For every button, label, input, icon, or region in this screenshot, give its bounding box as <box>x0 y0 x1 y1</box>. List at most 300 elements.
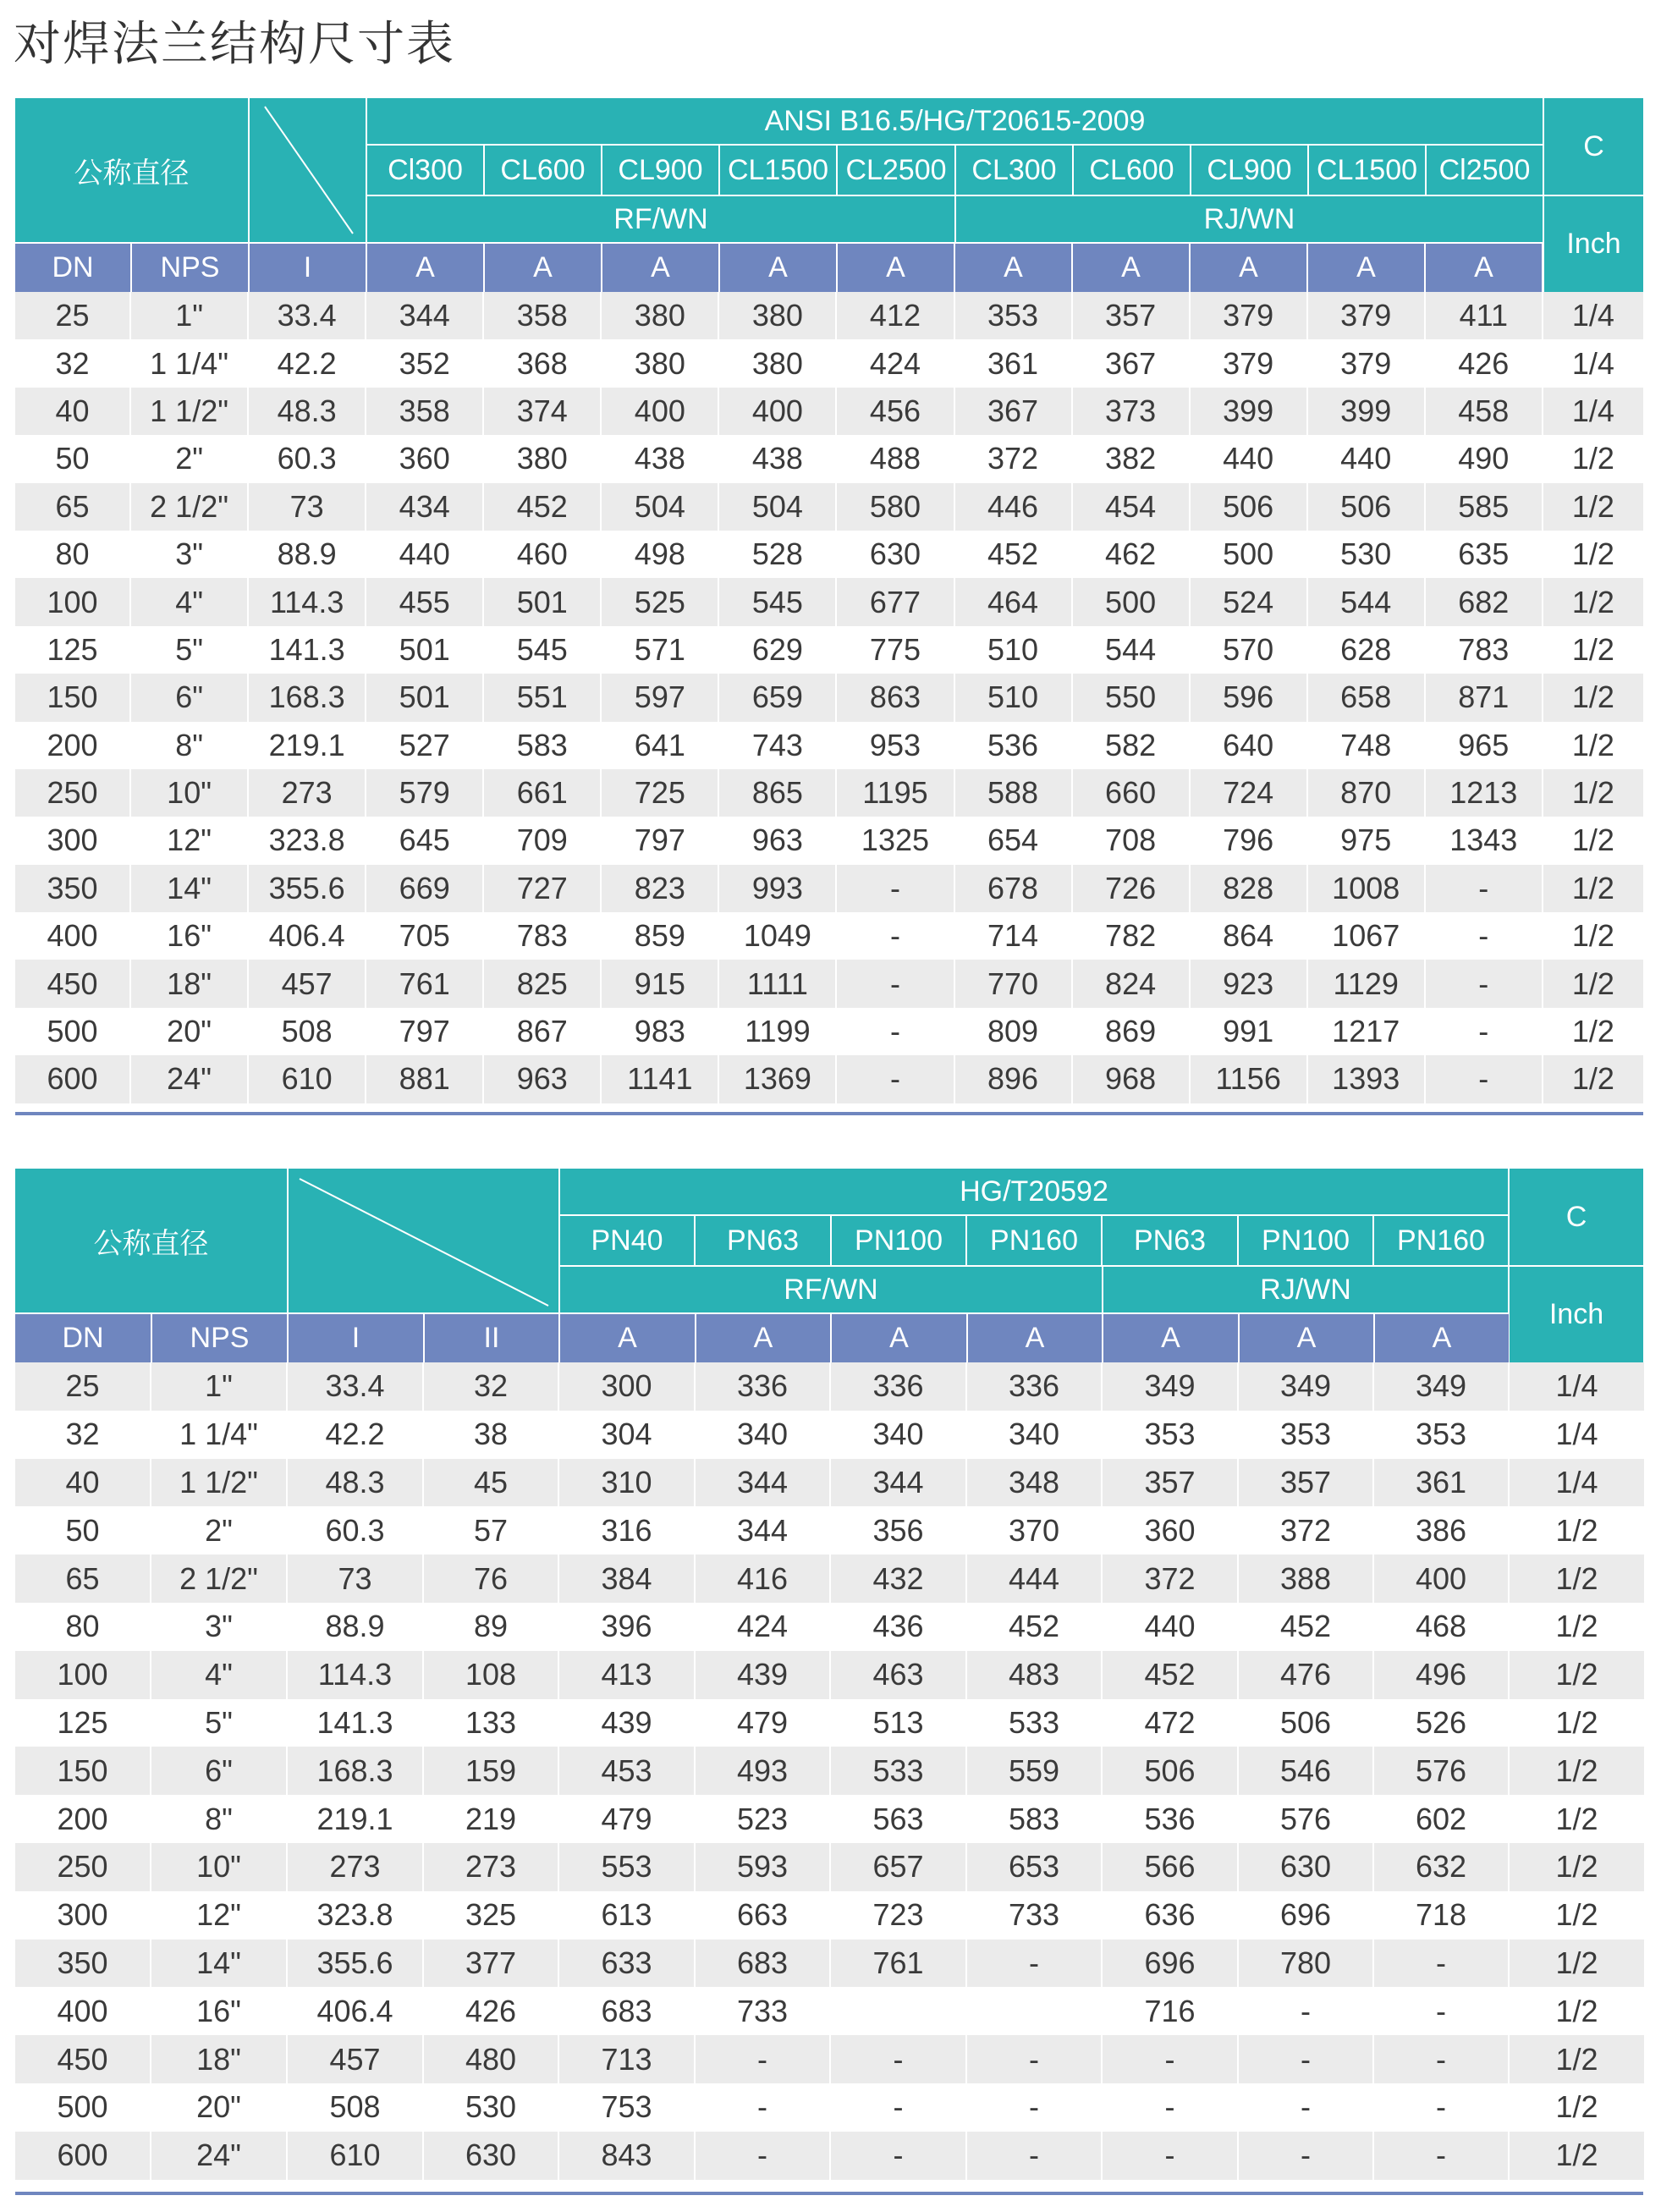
table-cell: 654 <box>954 817 1072 864</box>
table-cell: - <box>830 2132 966 2180</box>
table-cell: 439 <box>695 1651 830 1699</box>
table-cell: 463 <box>830 1651 966 1699</box>
table-cell: 200 <box>15 722 130 769</box>
column-subheader: A <box>1373 1314 1509 1362</box>
table-cell: 658 <box>1307 674 1425 721</box>
table-cell: 1/4 <box>1509 1459 1644 1507</box>
table-cell: 440 <box>1102 1603 1238 1651</box>
table-cell: 727 <box>483 865 601 912</box>
table-cell: 468 <box>1373 1603 1509 1651</box>
table-cell: - <box>1102 2035 1238 2083</box>
table-cell: 18" <box>130 960 248 1007</box>
table-cell: 411 <box>1425 292 1543 339</box>
pressure-class-header: CL300 <box>954 146 1072 196</box>
table-cell: 25 <box>15 1362 151 1411</box>
table-cell: 3" <box>130 531 248 578</box>
table-cell: - <box>1425 865 1543 912</box>
table-cell: 576 <box>1238 1795 1373 1843</box>
table-cell: 133 <box>423 1699 558 1747</box>
table-cell: 661 <box>483 769 601 817</box>
table-row <box>15 722 1643 769</box>
table-cell: 3" <box>151 1603 287 1651</box>
table-cell: 1/2 <box>1543 1008 1643 1055</box>
table-cell: 424 <box>695 1603 830 1651</box>
table-cell <box>830 1987 966 2035</box>
table-cell: 8" <box>151 1795 287 1843</box>
column-subheader: A <box>1189 244 1306 292</box>
table-row <box>15 865 1643 912</box>
table-cell: 20" <box>130 1008 248 1055</box>
table-cell: 25 <box>15 292 130 339</box>
table-cell: 1/2 <box>1509 2083 1644 2132</box>
table-cell: 633 <box>558 1940 695 1988</box>
table-cell: 32 <box>15 1411 151 1459</box>
table-cell: 602 <box>1373 1795 1509 1843</box>
table-cell: 42.2 <box>248 339 366 387</box>
table-cell: 508 <box>287 2083 423 2132</box>
face-rf-header: RF/WN <box>366 196 954 244</box>
table-cell: 50 <box>15 1506 151 1554</box>
table-cell: 450 <box>15 960 130 1007</box>
data-table <box>15 292 1643 1103</box>
table-cell: 580 <box>836 483 954 531</box>
table-row <box>15 2132 1644 2180</box>
table-cell: 1/2 <box>1543 769 1643 817</box>
table-cell: 377 <box>423 1940 558 1988</box>
column-subheader: A <box>830 1314 966 1362</box>
table-cell: 479 <box>558 1795 695 1843</box>
table-cell: 510 <box>954 674 1072 721</box>
table-cell: 480 <box>423 2035 558 2083</box>
table-cell: 536 <box>1102 1795 1238 1843</box>
table-cell: 796 <box>1190 817 1307 864</box>
table-cell: 424 <box>836 339 954 387</box>
table-cell: 168.3 <box>248 674 366 721</box>
table-cell: 399 <box>1307 388 1425 435</box>
table-cell: 545 <box>483 626 601 674</box>
table-cell: 439 <box>558 1699 695 1747</box>
table-cell: 896 <box>954 1055 1072 1103</box>
table-cell: - <box>1373 2035 1509 2083</box>
table-cell: 571 <box>601 626 718 674</box>
column-subheader: A <box>1238 1314 1373 1362</box>
table-cell: 2 1/2" <box>130 483 248 531</box>
table-cell: 508 <box>248 1008 366 1055</box>
table-cell: 553 <box>558 1843 695 1891</box>
table-cell: 73 <box>287 1554 423 1603</box>
table-cell: 504 <box>718 483 836 531</box>
table-cell: 527 <box>366 722 483 769</box>
table-row <box>15 339 1643 387</box>
table-cell: 349 <box>1238 1362 1373 1411</box>
table-cell: 726 <box>1072 865 1190 912</box>
table-cell: 1/2 <box>1509 1940 1644 1988</box>
column-subheader: A <box>601 244 718 292</box>
table-cell: 663 <box>695 1891 830 1940</box>
column-subheader: I <box>287 1314 423 1362</box>
table-cell: 406.4 <box>248 912 366 960</box>
table-cell: 1/2 <box>1509 2132 1644 2180</box>
nominal-diameter-header: 公称直径 <box>15 1169 287 1314</box>
pressure-class-header: PN40 <box>558 1216 694 1267</box>
inch-unit-header: Inch <box>1508 1267 1643 1362</box>
table-cell: 436 <box>830 1603 966 1651</box>
table-cell: 426 <box>1425 339 1543 387</box>
table-row <box>15 483 1643 531</box>
table-cell: 380 <box>718 292 836 339</box>
column-subheader: A <box>966 1314 1102 1362</box>
table-cell: 316 <box>558 1506 695 1554</box>
column-subheader: A <box>366 244 483 292</box>
table-cell: 723 <box>830 1891 966 1940</box>
table-cell: 12" <box>151 1891 287 1940</box>
table-cell: 60.3 <box>248 435 366 482</box>
table-row <box>15 2083 1644 2132</box>
table-row <box>15 626 1643 674</box>
table-cell: 1129 <box>1307 960 1425 1007</box>
table-cell: 273 <box>423 1843 558 1891</box>
table-cell: 440 <box>366 531 483 578</box>
table-cell: 683 <box>695 1940 830 1988</box>
table-cell: 630 <box>836 531 954 578</box>
table-cell: 714 <box>954 912 1072 960</box>
table-cell: 709 <box>483 817 601 864</box>
column-subheader: A <box>483 244 601 292</box>
table-cell: 657 <box>830 1843 966 1891</box>
table-cell: 446 <box>954 483 1072 531</box>
table-cell: 38 <box>423 1411 558 1459</box>
diagonal-line <box>296 1175 552 1309</box>
pressure-class-header: CL900 <box>1190 146 1307 196</box>
table-cell: 400 <box>1373 1554 1509 1603</box>
table-cell: 770 <box>954 960 1072 1007</box>
table-row <box>15 1843 1644 1891</box>
table-cell: 2" <box>151 1506 287 1554</box>
table-cell: 526 <box>1373 1699 1509 1747</box>
table-cell: 506 <box>1102 1747 1238 1795</box>
table-cell: 361 <box>954 339 1072 387</box>
table-row <box>15 1554 1644 1603</box>
table-cell: 867 <box>483 1008 601 1055</box>
table-cell: - <box>1425 960 1543 1007</box>
table-cell: 300 <box>558 1362 695 1411</box>
table-cell: 501 <box>483 578 601 625</box>
table-cell: 372 <box>1102 1554 1238 1603</box>
table-cell: 582 <box>1072 722 1190 769</box>
table-cell: 536 <box>954 722 1072 769</box>
table-cell: 89 <box>423 1603 558 1651</box>
table-cell: 1 1/2" <box>130 388 248 435</box>
table-cell: 566 <box>1102 1843 1238 1891</box>
column-subheader: NPS <box>130 244 248 292</box>
table-cell: 725 <box>601 769 718 817</box>
table-cell: 696 <box>1238 1891 1373 1940</box>
table-cell: 1/2 <box>1543 578 1643 625</box>
table-cell: 250 <box>15 769 130 817</box>
table-cell: 500 <box>15 2083 151 2132</box>
table-cell: 273 <box>287 1843 423 1891</box>
table-cell: 963 <box>718 817 836 864</box>
table-cell: 597 <box>601 674 718 721</box>
table-cell: 713 <box>558 2035 695 2083</box>
table-cell: 524 <box>1190 578 1307 625</box>
table-cell: 14" <box>151 1940 287 1988</box>
table-row <box>15 2035 1644 2083</box>
pressure-class-header: CL2500 <box>836 146 954 196</box>
table-cell: 386 <box>1373 1506 1509 1554</box>
table-cell: 357 <box>1238 1459 1373 1507</box>
table-cell: 125 <box>15 1699 151 1747</box>
table-cell: 440 <box>1190 435 1307 482</box>
table-cell: 353 <box>1102 1411 1238 1459</box>
table-cell: 344 <box>366 292 483 339</box>
table-cell: 6" <box>151 1747 287 1795</box>
table-cell: 583 <box>483 722 601 769</box>
table-cell: 636 <box>1102 1891 1238 1940</box>
table-cell: 718 <box>1373 1891 1509 1940</box>
table-cell: 360 <box>1102 1506 1238 1554</box>
table-cell: 60.3 <box>287 1506 423 1554</box>
table-cell: 504 <box>601 483 718 531</box>
table-cell: 968 <box>1072 1055 1190 1103</box>
table-cell: 380 <box>601 339 718 387</box>
table-cell: 579 <box>366 769 483 817</box>
table-cell: 458 <box>1425 388 1543 435</box>
table-cell: 360 <box>366 435 483 482</box>
table-cell: 682 <box>1425 578 1543 625</box>
table-cell: 533 <box>966 1699 1102 1747</box>
table-cell: 368 <box>483 339 601 387</box>
pressure-class-header: PN63 <box>1101 1216 1237 1267</box>
table-cell: 1/2 <box>1543 912 1643 960</box>
table-cell: 660 <box>1072 769 1190 817</box>
table-cell: 1/2 <box>1543 483 1643 531</box>
table-row <box>15 960 1643 1007</box>
table-cell: 434 <box>366 483 483 531</box>
table-cell: 379 <box>1307 339 1425 387</box>
table-cell: - <box>836 1008 954 1055</box>
table-cell: 20" <box>151 2083 287 2132</box>
table-cell: 1/4 <box>1509 1362 1644 1411</box>
table-cell: 683 <box>558 1987 695 2035</box>
table-cell: 379 <box>1307 292 1425 339</box>
table-cell: 1" <box>151 1362 287 1411</box>
table-cell: 16" <box>130 912 248 960</box>
table-cell: 490 <box>1425 435 1543 482</box>
table-cell: 1/2 <box>1509 1843 1644 1891</box>
spec-group-header: HG/T20592 <box>558 1169 1508 1216</box>
table-cell: 488 <box>836 435 954 482</box>
table-cell: 57 <box>423 1506 558 1554</box>
table-cell: 8" <box>130 722 248 769</box>
table-cell: 588 <box>954 769 1072 817</box>
table-cell: 42.2 <box>287 1411 423 1459</box>
table-cell: 583 <box>966 1795 1102 1843</box>
table-cell: - <box>695 2083 830 2132</box>
table-cell: 400 <box>718 388 836 435</box>
table-cell: 32 <box>15 339 130 387</box>
table-cell: 358 <box>483 292 601 339</box>
table-cell: 336 <box>966 1362 1102 1411</box>
table-cell: 370 <box>966 1506 1102 1554</box>
table-cell: 1" <box>130 292 248 339</box>
table-cell: 501 <box>366 674 483 721</box>
table-cell: 1/2 <box>1509 1554 1644 1603</box>
table-cell: 782 <box>1072 912 1190 960</box>
table-cell: 400 <box>15 1987 151 2035</box>
pressure-class-header: PN63 <box>694 1216 830 1267</box>
c-column-header: C <box>1543 98 1643 196</box>
table-cell: 825 <box>483 960 601 1007</box>
table-cell: - <box>966 2083 1102 2132</box>
column-subheader: NPS <box>151 1314 287 1362</box>
table-cell: 523 <box>695 1795 830 1843</box>
table-cell: - <box>1102 2083 1238 2132</box>
table-cell: 373 <box>1072 388 1190 435</box>
table-row <box>15 1506 1644 1554</box>
table-cell: 864 <box>1190 912 1307 960</box>
table-cell: 630 <box>1238 1843 1373 1891</box>
table-cell: 965 <box>1425 722 1543 769</box>
table-cell: 344 <box>830 1459 966 1507</box>
table-cell: 6" <box>130 674 248 721</box>
table-cell: 613 <box>558 1891 695 1940</box>
table-row <box>15 292 1643 339</box>
table-cell: 733 <box>695 1987 830 2035</box>
column-subheader: DN <box>15 1314 151 1362</box>
table-cell: 50 <box>15 435 130 482</box>
table-cell: 33.4 <box>248 292 366 339</box>
table-row <box>15 1362 1644 1411</box>
table-cell: 493 <box>695 1747 830 1795</box>
table-cell: 843 <box>558 2132 695 2180</box>
table-cell: 1393 <box>1307 1055 1425 1103</box>
table-cell: 219.1 <box>287 1795 423 1843</box>
pressure-class-header: Cl300 <box>366 146 483 196</box>
table-cell: - <box>836 960 954 1007</box>
table-cell: 1199 <box>718 1008 836 1055</box>
table-cell: 65 <box>15 483 130 531</box>
table-cell: 780 <box>1238 1940 1373 1988</box>
table-cell: 678 <box>954 865 1072 912</box>
table-cell: 645 <box>366 817 483 864</box>
table-cell: - <box>1373 1940 1509 1988</box>
table-cell: 73 <box>248 483 366 531</box>
table-row <box>15 435 1643 482</box>
table-cell: 361 <box>1373 1459 1509 1507</box>
table-cell: 18" <box>151 2035 287 2083</box>
table-row <box>15 1459 1644 1507</box>
table-cell: 455 <box>366 578 483 625</box>
pressure-class-header: PN100 <box>830 1216 965 1267</box>
table-cell: 344 <box>695 1506 830 1554</box>
table-cell: 1/2 <box>1543 817 1643 864</box>
table-cell: 546 <box>1238 1747 1373 1795</box>
table-cell: 496 <box>1373 1651 1509 1699</box>
table-bottom-rule <box>15 1112 1643 1115</box>
table-cell: 640 <box>1190 722 1307 769</box>
table-cell: 1008 <box>1307 865 1425 912</box>
diagonal-line <box>258 103 358 239</box>
table-row <box>15 388 1643 435</box>
table-cell: 438 <box>601 435 718 482</box>
table-cell: 114.3 <box>287 1651 423 1699</box>
table-cell: 1/2 <box>1509 1603 1644 1651</box>
table-cell: 869 <box>1072 1008 1190 1055</box>
table-cell: 353 <box>1238 1411 1373 1459</box>
table-cell: 80 <box>15 1603 151 1651</box>
table-cell: 426 <box>423 1987 558 2035</box>
table-cell: 367 <box>954 388 1072 435</box>
dimension-table-ansi <box>15 98 1643 1115</box>
table-cell: 585 <box>1425 483 1543 531</box>
table-cell: - <box>836 1055 954 1103</box>
inch-unit-header: Inch <box>1543 196 1643 292</box>
table-cell: 1/2 <box>1509 1795 1644 1843</box>
table-cell: 2 1/2" <box>151 1554 287 1603</box>
table-cell: 353 <box>1373 1411 1509 1459</box>
table-cell: 963 <box>483 1055 601 1103</box>
table-row <box>15 1795 1644 1843</box>
table-cell: 1/4 <box>1509 1411 1644 1459</box>
table-cell: 444 <box>966 1554 1102 1603</box>
table-cell: 2" <box>130 435 248 482</box>
table-cell: 5" <box>151 1699 287 1747</box>
page-title: 对焊法兰结构尺寸表 <box>14 17 455 72</box>
table-cell: 5" <box>130 626 248 674</box>
table-cell: 696 <box>1102 1940 1238 1988</box>
table-row <box>15 674 1643 721</box>
table-cell: - <box>836 912 954 960</box>
table-cell: 24" <box>130 1055 248 1103</box>
table-cell: 16" <box>151 1987 287 2035</box>
table-row <box>15 1891 1644 1940</box>
table-cell: 551 <box>483 674 601 721</box>
nominal-diameter-header: 公称直径 <box>15 98 248 244</box>
table-cell: 533 <box>830 1747 966 1795</box>
table-cell: 4" <box>151 1651 287 1699</box>
table-cell: - <box>1238 1987 1373 2035</box>
table-row <box>15 1603 1644 1651</box>
table-cell <box>966 1987 1102 2035</box>
table-cell: 630 <box>423 2132 558 2180</box>
table-cell: 1/2 <box>1543 960 1643 1007</box>
table-cell: 440 <box>1307 435 1425 482</box>
table-cell: 159 <box>423 1747 558 1795</box>
table-cell: 325 <box>423 1891 558 1940</box>
table-cell: 452 <box>966 1603 1102 1651</box>
table-cell: 100 <box>15 578 130 625</box>
table-cell: 797 <box>366 1008 483 1055</box>
table-cell: 748 <box>1307 722 1425 769</box>
table-cell: 352 <box>366 339 483 387</box>
table-cell: 1 1/4" <box>151 1411 287 1459</box>
table-cell: 859 <box>601 912 718 960</box>
dimension-table-hg <box>15 1169 1643 2195</box>
table-cell: 596 <box>1190 674 1307 721</box>
column-subheader: A <box>954 244 1071 292</box>
table-cell: - <box>1238 2083 1373 2132</box>
table-cell: 357 <box>1072 292 1190 339</box>
table-cell: - <box>1373 2083 1509 2132</box>
table-cell: 300 <box>15 1891 151 1940</box>
table-cell: 953 <box>836 722 954 769</box>
table-cell: 413 <box>558 1651 695 1699</box>
table-cell: - <box>836 865 954 912</box>
table-cell: 453 <box>558 1747 695 1795</box>
table-cell: - <box>966 2035 1102 2083</box>
table-cell: 600 <box>15 2132 151 2180</box>
